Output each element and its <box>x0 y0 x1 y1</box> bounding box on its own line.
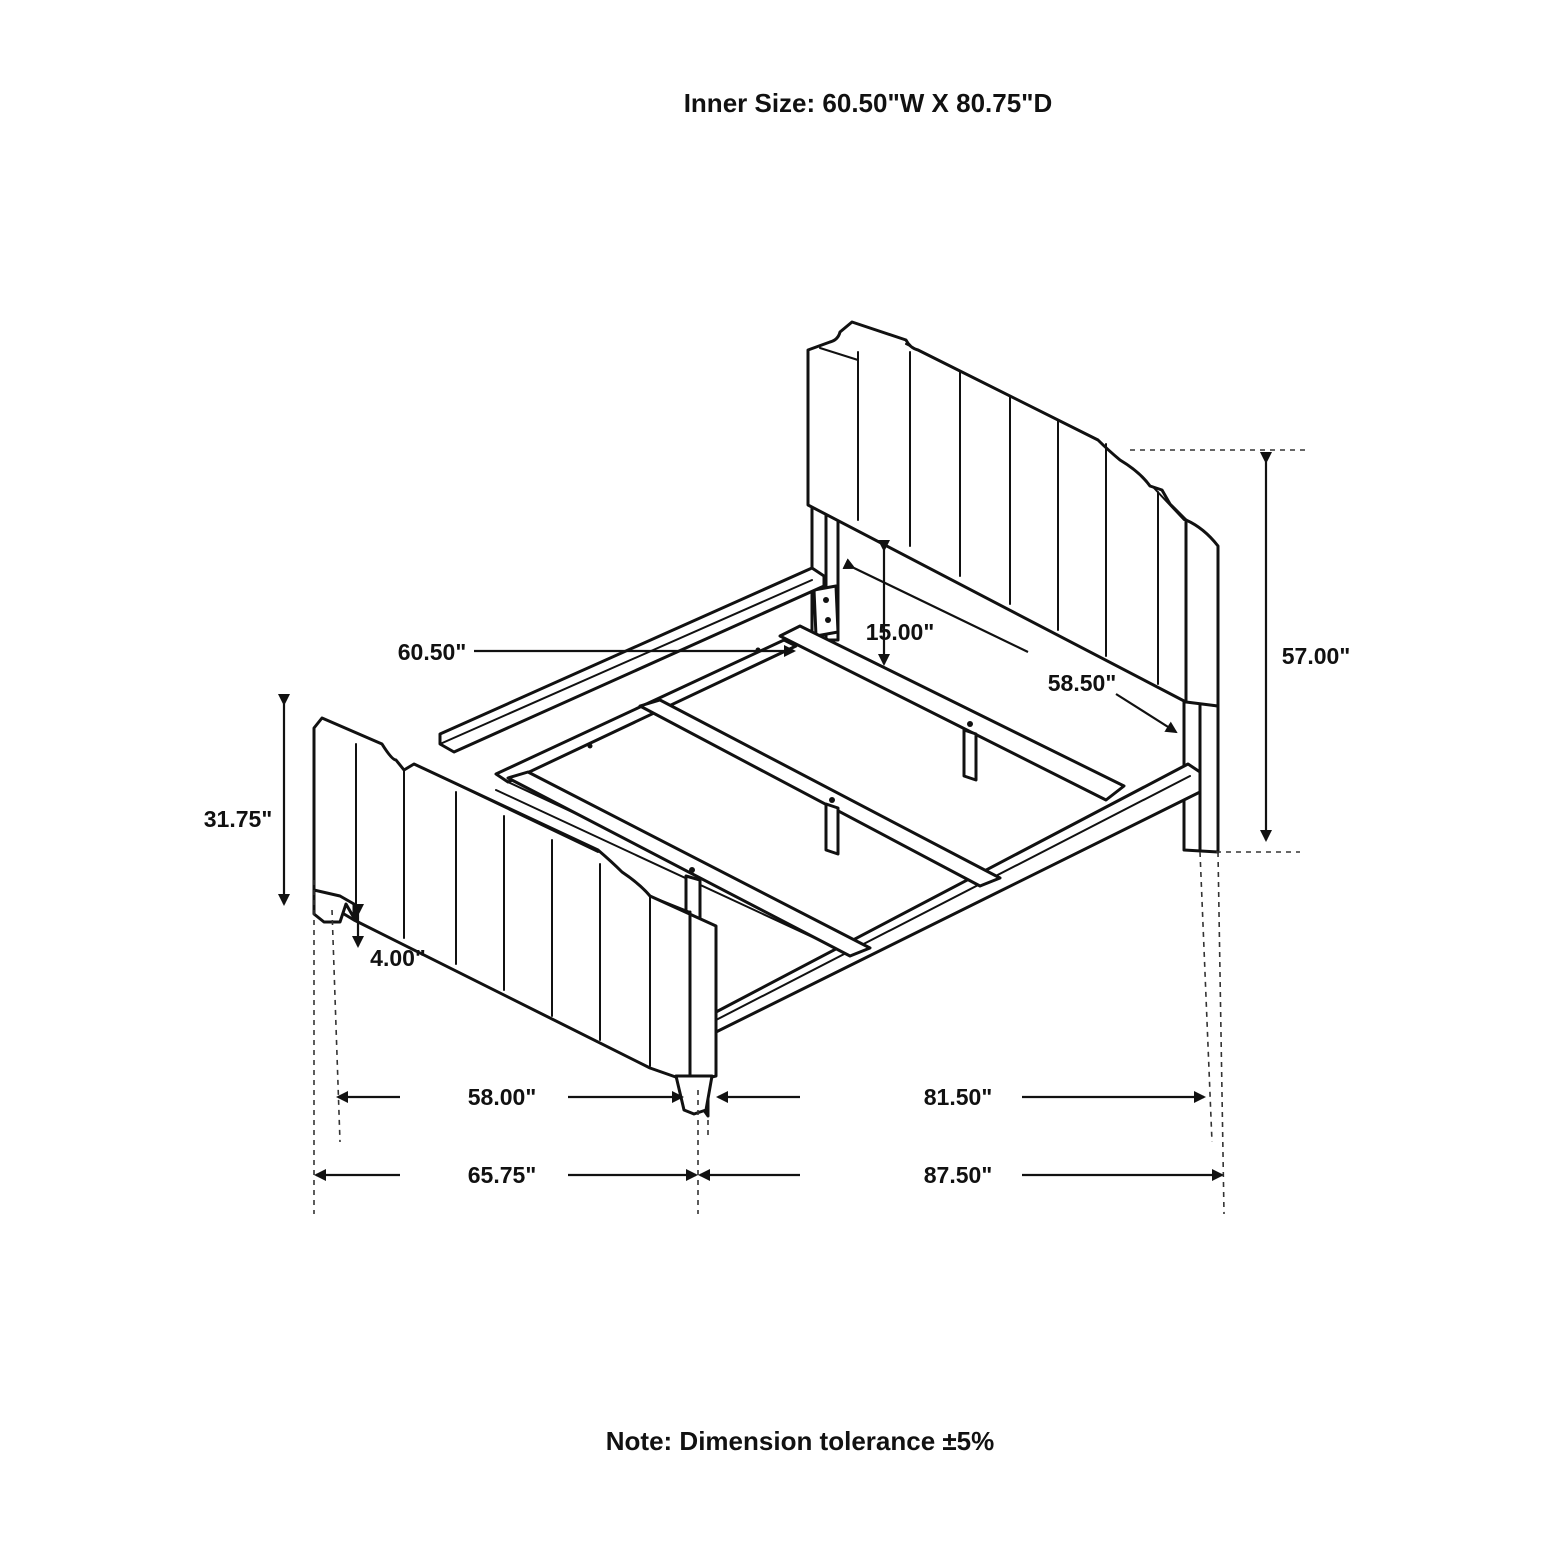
footboard-leg-right <box>676 1076 712 1114</box>
dim-inner-width-bottom <box>338 1084 682 1110</box>
dim-headboard-clearance-label: 15.00" <box>865 619 935 645</box>
dim-overall-width-label: 65.75" <box>467 1162 537 1188</box>
dim-footboard-height-label: 31.75" <box>203 806 273 832</box>
dim-overall-length-label: 87.50" <box>923 1162 993 1188</box>
dim-overall-width <box>316 1162 696 1188</box>
dim-inner-width-top-label: 60.50" <box>397 639 467 665</box>
bracket <box>814 586 838 636</box>
dim-overall-length <box>700 1162 1222 1188</box>
dim-inner-width-top <box>398 639 794 665</box>
dim-leg-height-label: 4.00" <box>370 945 426 971</box>
diagram-title: Inner Size: 60.50"W X 80.75"D <box>683 88 1053 118</box>
dim-inner-length-label: 81.50" <box>923 1084 993 1110</box>
dim-inner-width-bottom-label: 58.00" <box>467 1084 537 1110</box>
dim-headboard-height <box>1266 462 1350 840</box>
bed-illustration <box>314 322 1218 1116</box>
tolerance-note: Note: Dimension tolerance ±5% <box>605 1426 995 1456</box>
side-rail-right <box>690 764 1200 1116</box>
dim-footboard-height <box>204 704 284 904</box>
dim-inner-length <box>718 1084 1204 1110</box>
dim-headboard-height-label: 57.00" <box>1281 643 1351 669</box>
dim-headboard-width-label: 58.50" <box>1047 670 1117 696</box>
headboard <box>808 322 1218 706</box>
